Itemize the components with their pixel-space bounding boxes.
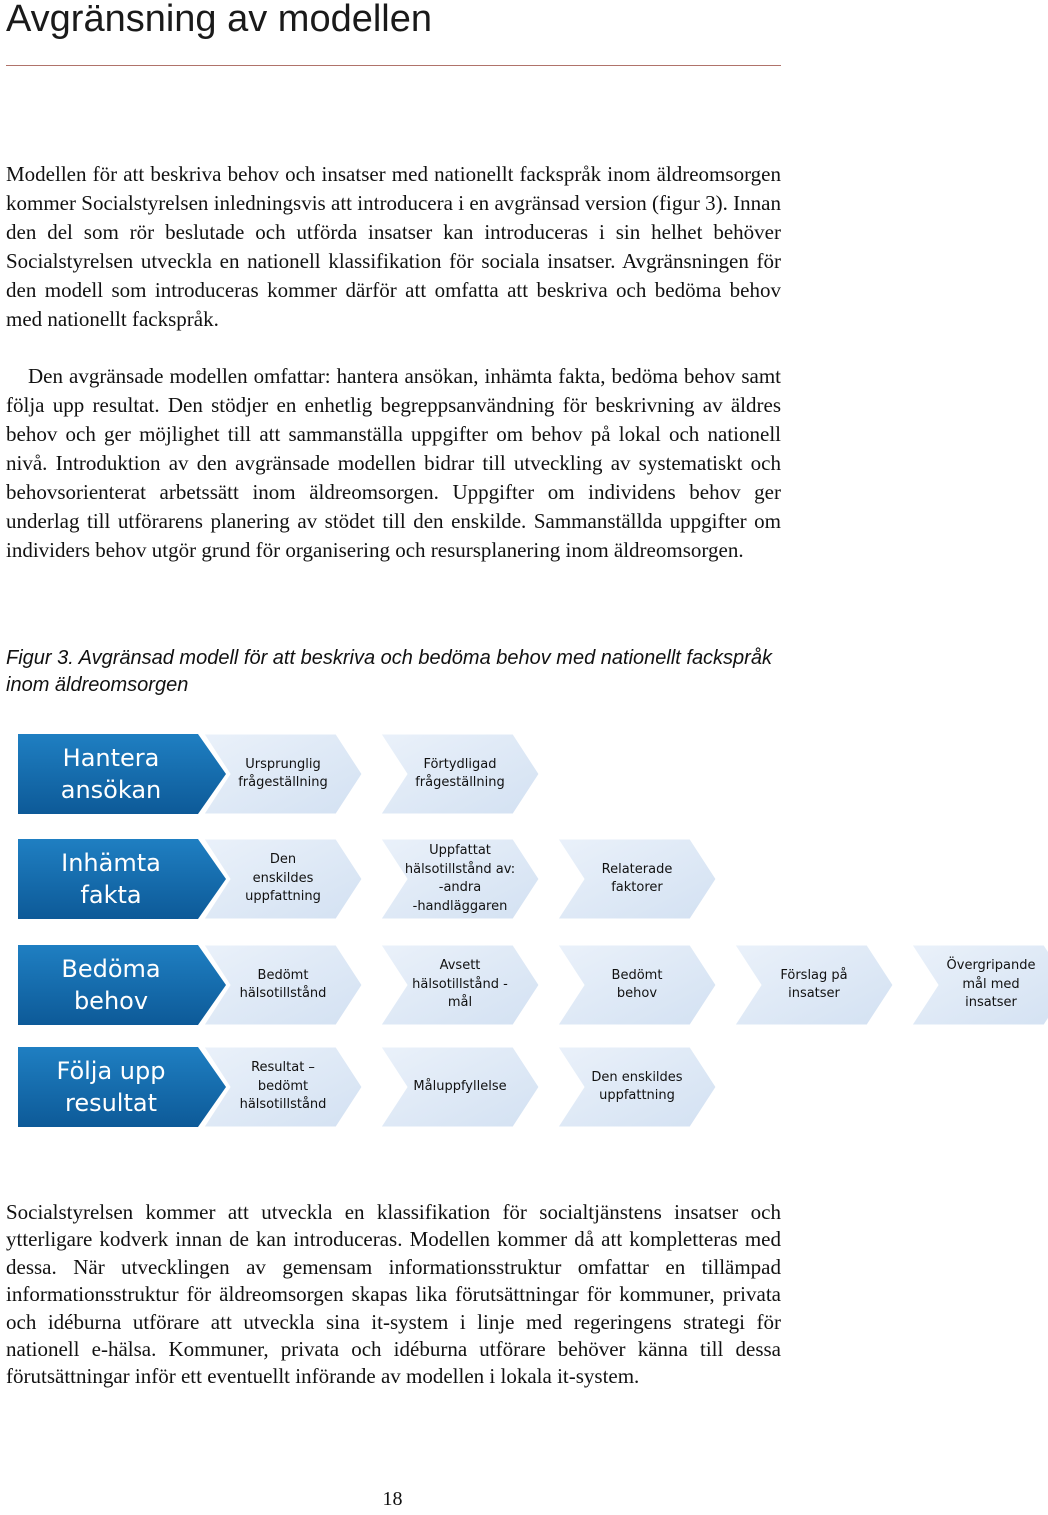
diagram-step-2-2-text: Bedömt behov [611,967,663,1001]
diagram-step-1-0 [226,839,340,919]
diagram-stage-1-text: Inhämta fakta [61,849,161,909]
diagram-step-3-1 [403,1047,517,1127]
diagram-step-0-0 [226,734,340,814]
diagram-step-1-2 [580,839,694,919]
diagram-stage-0-text: Hantera ansökan [60,744,162,804]
diagram-step-2-4 [934,945,1048,1025]
diagram-step-3-0-text: Resultat – bedömt hälsotillstånd [239,1060,327,1113]
diagram-step-2-3 [757,945,871,1025]
diagram-step-3-1-text: Måluppfyllelse [413,1078,507,1094]
diagram-step-2-1-text: Avsett hälsotillstånd - mål [412,958,508,1011]
diagram-step-2-2 [580,945,694,1025]
diagram-step-1-0-text: Den enskildes uppfattning [245,852,321,905]
diagram-stage-2 [18,945,204,1025]
diagram-step-2-1 [403,945,517,1025]
body-paragraph-2: Den avgränsade modellen omfattar: hantera ansökan, inhämta fakta, bedöma behov samt följa upp resultat. Den stödjer en enhetlig begreppsanvändning för beskrivning av äldres behov och ger möjlighet till att sammanställa uppgifter om behov på lokal och nationell nivå. Introduktion av den avgränsade modellen bidrar till utveckling av systematiskt och behovsorienterat arbetssätt inom äldreomsorgen. Uppgifter om individens behov ger underlag till utförarens planering av stödet till den enskilde. Sammanställda uppgifter om individers behov utgör grund för organisering och resursplanering inom äldreomsorgen. [6,364,781,562]
diagram-step-3-0 [226,1047,340,1127]
body-paragraph-3: Socialstyrelsen kommer att utveckla en klassifikation för socialtjänstens insatser och ytterligare kodverk innan de kan introduceras. Modellen kommer då att kompletteras med dessa. När utvecklingen av gemensam informationsstruktur omfattar en tillämpad informationsstruktur för äldreomsorgen skapas lika förutsättningar för kommuner, privata och idéburna utförare att utveckla sina it-system i linje med regeringens strategi för nationell e-hälsa. Kommuner, privata och idéburna utförare behöver känna till dessa förutsättningar inför ett eventuellt införande av modellen i lokala it-system. [6,1200,781,1389]
page-number: 18 [382,1488,403,1510]
figure-caption: Figur 3. Avgränsad modell för att beskriva och bedöma behov med nationellt fackspråk inom äldreomsorgen [6,647,772,696]
diagram-stage-0 [18,734,204,814]
diagram-step-0-0-text: Ursprunglig frågeställning [238,756,328,790]
body-paragraph-1: Modellen för att beskriva behov och insatser med nationellt fackspråk inom äldreomsorgen kommer Socialstyrelsen inledningsvis att introducera i en avgränsad version (figur 3). Innan den del som rör beslutade och utförda insatser kan introduceras i sin helhet behöver Socialstyrelsen utveckla en nationell klassifikation för sociala insatser. Avgränsningen för den modell som introduceras kommer därför att omfatta att beskriva och bedöma behov med nationellt fackspråk. [6,162,781,331]
diagram-stage-3 [18,1047,204,1127]
process-diagram [0,720,1036,1140]
diagram-step-1-1-text: Uppfattat hälsotillstånd av: -andra -handläggaren [404,843,516,914]
diagram-step-2-4-text: Övergripande mål med insatser [946,958,1036,1011]
heading-underline [6,65,781,66]
diagram-step-0-1-text: Förtydligad frågeställning [415,756,505,790]
diagram-step-2-0-text: Bedömt hälsotillstånd [239,967,327,1001]
diagram-step-1-1 [403,839,517,919]
diagram-step-3-2-text: Den enskildes uppfattning [591,1069,683,1103]
diagram-stage-2-text: Bedöma behov [61,955,161,1015]
diagram-step-2-0 [226,945,340,1025]
diagram-step-0-1 [403,734,517,814]
diagram-step-1-2-text: Relaterade faktorer [601,861,673,895]
diagram-stage-1 [18,839,204,919]
page-heading: Avgränsning av modellen [6,0,433,40]
diagram-stage-3-text: Följa upp resultat [56,1057,166,1117]
diagram-step-2-3-text: Förslag på insatser [780,967,848,1001]
diagram-step-3-2 [580,1047,694,1127]
